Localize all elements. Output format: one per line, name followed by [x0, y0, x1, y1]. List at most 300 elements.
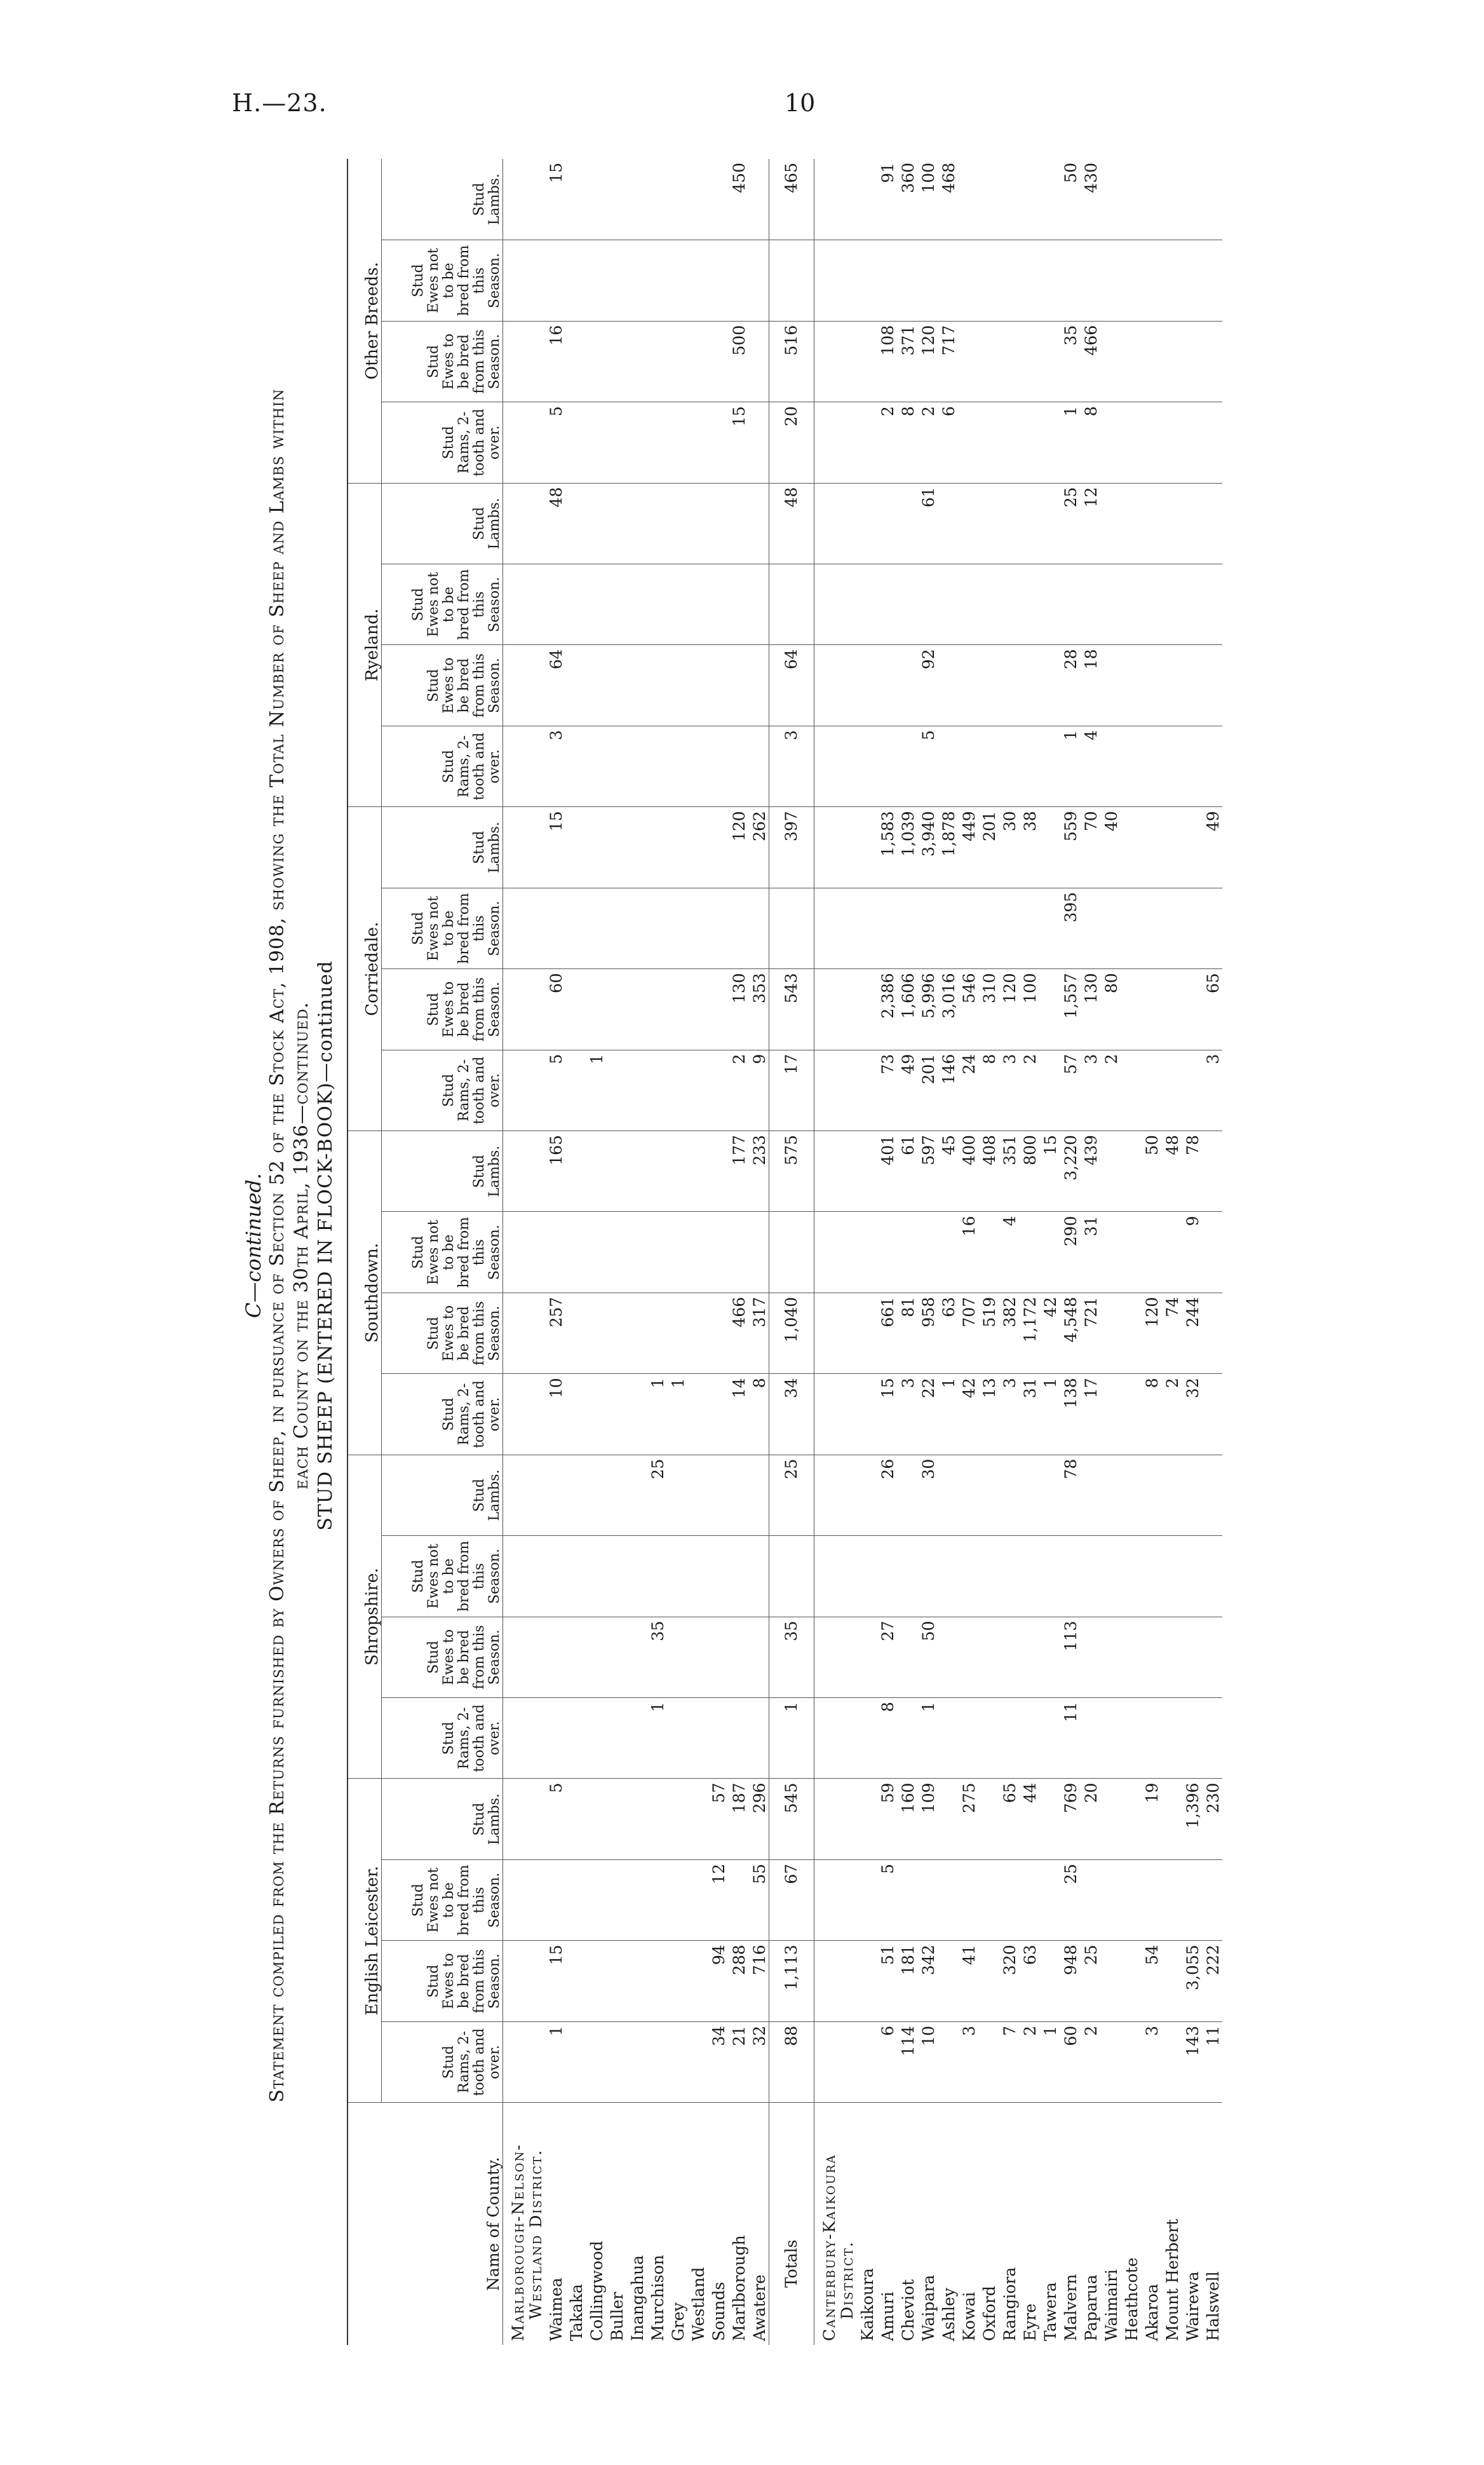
table-cell: 14	[728, 1374, 748, 1455]
table-cell	[606, 1212, 626, 1293]
table-row	[626, 159, 647, 2345]
table-cell: 3,940	[917, 807, 938, 888]
table-cell	[1182, 321, 1202, 402]
table-cell	[748, 1617, 769, 1697]
table-cell	[565, 969, 586, 1050]
county-name: Sounds	[710, 2281, 728, 2341]
table-cell	[667, 1536, 687, 1617]
county-name: Cheviot	[899, 2279, 917, 2341]
table-cell	[1161, 1617, 1182, 1697]
table-cell	[647, 321, 667, 402]
statement-heading	[241, 146, 338, 2345]
totals-cell: 1,113	[769, 1941, 814, 2021]
table-cell	[1100, 1859, 1121, 1940]
table-cell: 3,220	[1060, 1131, 1080, 1212]
stud-sheep-subtitle: STUD SHEEP (ENTERED IN FLOCK-BOOK)—continued	[314, 960, 337, 1531]
table-cell: 275	[958, 1779, 978, 1859]
table-cell	[626, 969, 647, 1050]
table-cell	[708, 1050, 728, 1131]
table-cell	[958, 1617, 978, 1697]
table-cell: 371	[897, 321, 917, 402]
table-cell	[708, 321, 728, 402]
table-cell: 257	[545, 1293, 565, 1373]
table-cell	[814, 1050, 839, 1131]
table-cell: 3	[999, 1050, 1019, 1131]
table-cell	[1121, 1374, 1141, 1455]
table-cell	[545, 1212, 565, 1293]
table-cell	[1121, 645, 1141, 726]
table-cell	[687, 564, 708, 645]
table-cell	[687, 1455, 708, 1535]
table-cell	[565, 1698, 586, 1779]
table-cell	[1202, 888, 1222, 968]
table-cell: 120	[917, 321, 938, 402]
table-cell	[586, 1941, 606, 2021]
table-cell	[667, 1779, 687, 1859]
table-row	[647, 159, 667, 2345]
county-name: Takaka	[567, 2284, 586, 2341]
table-cell	[503, 888, 528, 968]
table-cell: 73	[877, 1050, 897, 1131]
table-cell	[503, 1698, 528, 1779]
table-cell: 16	[958, 1212, 978, 1293]
table-cell: 38	[1019, 807, 1039, 888]
table-cell	[999, 240, 1019, 321]
table-cell	[647, 1293, 667, 1373]
table-cell: 342	[917, 1941, 938, 2021]
district-name: Canterbury-Kaikoura	[820, 2154, 839, 2341]
table-cell: 1,172	[1019, 1293, 1039, 1373]
table-cell: 4	[1080, 726, 1100, 806]
table-cell	[1121, 1050, 1141, 1131]
county-name: Oxford	[980, 2286, 999, 2341]
district-name: Westland District.	[527, 2149, 545, 2319]
table-cell	[999, 483, 1019, 564]
table-cell: 3	[1080, 1050, 1100, 1131]
table-cell: 716	[748, 1941, 769, 2021]
table-cell	[978, 1455, 999, 1535]
table-cell	[814, 321, 839, 402]
district-name: Marlborough-Nelson-	[509, 2143, 527, 2341]
table-cell	[503, 645, 528, 726]
table-cell	[647, 1536, 667, 1617]
table-cell	[978, 1779, 999, 1859]
table-cell	[814, 1293, 839, 1373]
table-cell	[606, 240, 626, 321]
table-cell	[999, 1859, 1019, 1940]
table-cell	[545, 240, 565, 321]
table-cell	[1141, 483, 1161, 564]
table-cell: 1,583	[877, 807, 897, 888]
county-name: Wairewa	[1184, 2271, 1202, 2341]
totals-cell: 465	[769, 159, 814, 240]
table-cell	[999, 726, 1019, 806]
table-cell	[565, 1941, 586, 2021]
totals-cell: 20	[769, 402, 814, 483]
table-cell: 78	[1182, 1131, 1202, 1212]
table-cell	[839, 645, 856, 726]
column-subheader: Stud Lambs.	[382, 159, 503, 240]
table-cell	[667, 1698, 687, 1779]
table-cell	[527, 807, 545, 888]
table-cell: 50	[1141, 1131, 1161, 1212]
table-cell: 8	[748, 1374, 769, 1455]
table-cell: 1,557	[1060, 969, 1080, 1050]
table-cell	[1100, 1617, 1121, 1697]
table-cell	[999, 159, 1019, 240]
table-row	[1019, 159, 1039, 2345]
table-cell	[1161, 1859, 1182, 1940]
table-cell: 44	[1019, 1779, 1039, 1859]
table-cell: 244	[1182, 1293, 1202, 1373]
table-cell	[1019, 645, 1039, 726]
table-cell: 130	[728, 969, 748, 1050]
table-cell	[687, 1050, 708, 1131]
table-cell: 769	[1060, 1779, 1080, 1859]
table-row	[978, 159, 999, 2345]
table-cell	[626, 564, 647, 645]
table-cell: 25	[1080, 1941, 1100, 2021]
table-cell	[958, 645, 978, 726]
table-cell	[527, 726, 545, 806]
table-cell	[586, 726, 606, 806]
table-cell	[626, 2021, 647, 2102]
table-cell	[708, 969, 728, 1050]
table-cell	[667, 888, 687, 968]
table-cell: 317	[748, 1293, 769, 1373]
table-cell: 61	[917, 483, 938, 564]
table-cell	[687, 483, 708, 564]
table-cell	[606, 1941, 626, 2021]
table-cell	[606, 645, 626, 726]
table-cell	[814, 1779, 839, 1859]
table-cell	[545, 564, 565, 645]
table-cell	[839, 321, 856, 402]
table-cell	[958, 726, 978, 806]
table-cell	[647, 483, 667, 564]
table-cell	[856, 726, 877, 806]
table-cell	[503, 402, 528, 483]
table-cell	[626, 1131, 647, 1212]
table-cell	[626, 402, 647, 483]
table-cell	[1039, 1212, 1060, 1293]
table-cell	[606, 1374, 626, 1455]
table-cell: 466	[1080, 321, 1100, 402]
table-cell	[856, 1050, 877, 1131]
table-cell	[814, 888, 839, 968]
table-cell: 466	[728, 1293, 748, 1373]
table-cell	[814, 159, 839, 240]
table-cell	[1019, 888, 1039, 968]
table-cell	[999, 888, 1019, 968]
table-cell	[586, 1455, 606, 1535]
table-row	[565, 159, 586, 2345]
table-cell	[687, 159, 708, 240]
table-cell	[1121, 1455, 1141, 1535]
table-cell: 12	[708, 1859, 728, 1940]
table-cell	[503, 564, 528, 645]
table-cell: 2	[877, 402, 897, 483]
table-cell	[1141, 726, 1161, 806]
table-cell: 32	[1182, 1374, 1202, 1455]
table-cell	[503, 1941, 528, 2021]
table-cell	[999, 321, 1019, 402]
table-cell	[606, 159, 626, 240]
table-cell: 1	[1039, 2021, 1060, 2102]
table-cell: 74	[1161, 1293, 1182, 1373]
table-cell	[814, 483, 839, 564]
table-cell	[667, 1941, 687, 2021]
table-cell	[1141, 645, 1161, 726]
table-cell	[1141, 1050, 1161, 1131]
table-cell: 49	[1202, 807, 1222, 888]
table-cell	[708, 564, 728, 645]
county-name: Halswell	[1204, 2271, 1222, 2341]
table-cell	[814, 1859, 839, 1940]
table-cell	[1019, 402, 1039, 483]
table-cell: 48	[1161, 1131, 1182, 1212]
table-row	[877, 159, 897, 2345]
table-cell: 8	[978, 1050, 999, 1131]
table-cell: 31	[1019, 1374, 1039, 1455]
table-cell	[839, 807, 856, 888]
table-cell	[748, 321, 769, 402]
table-cell	[545, 888, 565, 968]
table-cell	[586, 969, 606, 1050]
table-cell	[856, 1779, 877, 1859]
table-cell	[1060, 564, 1080, 645]
table-cell	[814, 240, 839, 321]
table-cell	[1100, 1212, 1121, 1293]
table-cell: 51	[877, 1941, 897, 2021]
table-cell: 400	[958, 1131, 978, 1212]
table-cell	[1121, 321, 1141, 402]
table-cell	[728, 483, 748, 564]
table-cell	[527, 1859, 545, 1940]
table-cell	[527, 645, 545, 726]
table-cell	[1060, 1536, 1080, 1617]
table-cell	[565, 1131, 586, 1212]
table-cell: 8	[877, 1698, 897, 1779]
table-cell	[527, 1536, 545, 1617]
table-cell	[1182, 564, 1202, 645]
table-cell	[527, 888, 545, 968]
table-cell	[586, 1131, 606, 1212]
table-cell: 19	[1141, 1779, 1161, 1859]
table-cell: 2	[1100, 1050, 1121, 1131]
table-cell	[1080, 1455, 1100, 1535]
table-cell	[897, 1859, 917, 1940]
table-cell: 55	[748, 1859, 769, 1940]
table-cell	[708, 726, 728, 806]
table-cell	[626, 1779, 647, 1859]
table-cell	[1100, 402, 1121, 483]
county-name: Kowai	[960, 2292, 978, 2341]
table-cell	[856, 483, 877, 564]
table-cell	[1121, 1293, 1141, 1373]
table-cell: 449	[958, 807, 978, 888]
table-cell	[748, 402, 769, 483]
table-cell	[667, 726, 687, 806]
table-cell	[687, 807, 708, 888]
table-cell	[1161, 2021, 1182, 2102]
table-cell	[897, 726, 917, 806]
table-cell	[527, 1698, 545, 1779]
table-cell: 1,039	[897, 807, 917, 888]
table-cell	[728, 888, 748, 968]
table-cell	[1100, 888, 1121, 968]
table-cell	[1039, 969, 1060, 1050]
table-cell	[647, 1779, 667, 1859]
table-cell	[814, 1374, 839, 1455]
table-cell	[1161, 969, 1182, 1050]
table-cell: 45	[938, 1131, 958, 1212]
table-cell	[1182, 726, 1202, 806]
table-cell	[1019, 1536, 1039, 1617]
table-cell	[1202, 1131, 1222, 1212]
table-cell	[1100, 726, 1121, 806]
table-cell: 3,055	[1182, 1941, 1202, 2021]
table-cell	[503, 807, 528, 888]
table-cell: 78	[1060, 1455, 1080, 1535]
table-cell	[978, 1698, 999, 1779]
table-cell	[1202, 1374, 1222, 1455]
table-cell	[503, 1293, 528, 1373]
table-cell	[606, 1131, 626, 1212]
table-row	[1141, 159, 1161, 2345]
table-cell	[1161, 1941, 1182, 2021]
column-subheader: Stud Rams, 2-tooth and over.	[382, 2021, 503, 2102]
county-name: Marlborough	[730, 2235, 748, 2341]
table-cell: 9	[1182, 1212, 1202, 1293]
table-cell	[999, 1536, 1019, 1617]
table-cell	[647, 564, 667, 645]
table-cell	[897, 888, 917, 968]
section-heading-row	[503, 159, 528, 2345]
table-cell	[647, 240, 667, 321]
table-cell	[565, 483, 586, 564]
table-cell: 201	[978, 807, 999, 888]
table-cell	[708, 1536, 728, 1617]
table-cell	[586, 564, 606, 645]
table-cell	[1039, 1859, 1060, 1940]
table-cell: 233	[748, 1131, 769, 1212]
table-cell: 130	[1080, 969, 1100, 1050]
table-cell	[814, 807, 839, 888]
table-cell	[839, 1050, 856, 1131]
table-cell	[503, 159, 528, 240]
continued-label: C—continued.	[241, 1172, 266, 1319]
table-cell	[1121, 1131, 1141, 1212]
sub-header-row	[382, 159, 503, 2345]
table-cell: 6	[877, 2021, 897, 2102]
table-row	[917, 159, 938, 2345]
totals-cell: 88	[769, 2021, 814, 2102]
table-cell	[586, 645, 606, 726]
table-cell: 70	[1080, 807, 1100, 888]
table-cell: 4,548	[1060, 1293, 1080, 1373]
table-cell: 114	[897, 2021, 917, 2102]
table-cell	[839, 564, 856, 645]
table-cell	[503, 1859, 528, 1940]
table-cell	[856, 2021, 877, 2102]
table-cell	[856, 1131, 877, 1212]
table-cell	[897, 645, 917, 726]
column-subheader: Stud Ewes not to be bred from this Season.	[382, 888, 503, 968]
table-cell: 439	[1080, 1131, 1100, 1212]
table-cell	[647, 402, 667, 483]
table-cell	[839, 1131, 856, 1212]
table-cell	[1019, 1212, 1039, 1293]
table-cell	[1100, 1779, 1121, 1859]
county-name: Paparua	[1082, 2274, 1100, 2341]
table-row	[1039, 159, 1060, 2345]
table-cell	[856, 564, 877, 645]
table-cell	[978, 1617, 999, 1697]
table-cell	[978, 888, 999, 968]
table-cell: 165	[545, 1131, 565, 1212]
table-cell: 17	[1080, 1374, 1100, 1455]
table-cell	[1141, 1698, 1161, 1779]
table-cell	[1019, 1698, 1039, 1779]
table-cell	[1161, 1050, 1182, 1131]
totals-cell: 516	[769, 321, 814, 402]
table-cell	[839, 483, 856, 564]
county-name: Mount Herbert	[1163, 2218, 1182, 2341]
table-cell	[1202, 159, 1222, 240]
table-cell	[1100, 1374, 1121, 1455]
table-cell	[527, 1941, 545, 2021]
table-cell	[708, 1212, 728, 1293]
totals-cell	[769, 1536, 814, 1617]
table-cell: 100	[917, 159, 938, 240]
table-cell	[1121, 888, 1141, 968]
table-cell	[503, 726, 528, 806]
table-cell	[586, 2021, 606, 2102]
table-cell	[586, 1859, 606, 1940]
table-cell	[839, 2021, 856, 2102]
table-cell: 80	[1100, 969, 1121, 1050]
table-cell	[814, 402, 839, 483]
table-cell: 143	[1182, 2021, 1202, 2102]
table-cell	[527, 483, 545, 564]
table-cell	[814, 1617, 839, 1697]
table-cell	[978, 726, 999, 806]
table-cell	[728, 564, 748, 645]
table-cell	[626, 645, 647, 726]
county-name: Collingwood	[588, 2241, 606, 2341]
table-cell: 61	[897, 1131, 917, 1212]
table-cell	[1182, 483, 1202, 564]
table-cell	[897, 483, 917, 564]
table-cell	[877, 240, 897, 321]
table-cell	[527, 159, 545, 240]
column-subheader: Stud Ewes not to be bred from this Season.	[382, 1212, 503, 1293]
table-cell	[877, 1212, 897, 1293]
table-cell	[839, 888, 856, 968]
table-cell	[978, 2021, 999, 2102]
table-cell	[1039, 321, 1060, 402]
table-body	[503, 159, 1223, 2345]
table-cell	[586, 483, 606, 564]
table-cell	[748, 483, 769, 564]
table-cell	[565, 645, 586, 726]
table-cell	[814, 564, 839, 645]
table-cell: 230	[1202, 1779, 1222, 1859]
table-cell	[565, 159, 586, 240]
table-cell	[1100, 2021, 1121, 2102]
table-cell	[1161, 645, 1182, 726]
